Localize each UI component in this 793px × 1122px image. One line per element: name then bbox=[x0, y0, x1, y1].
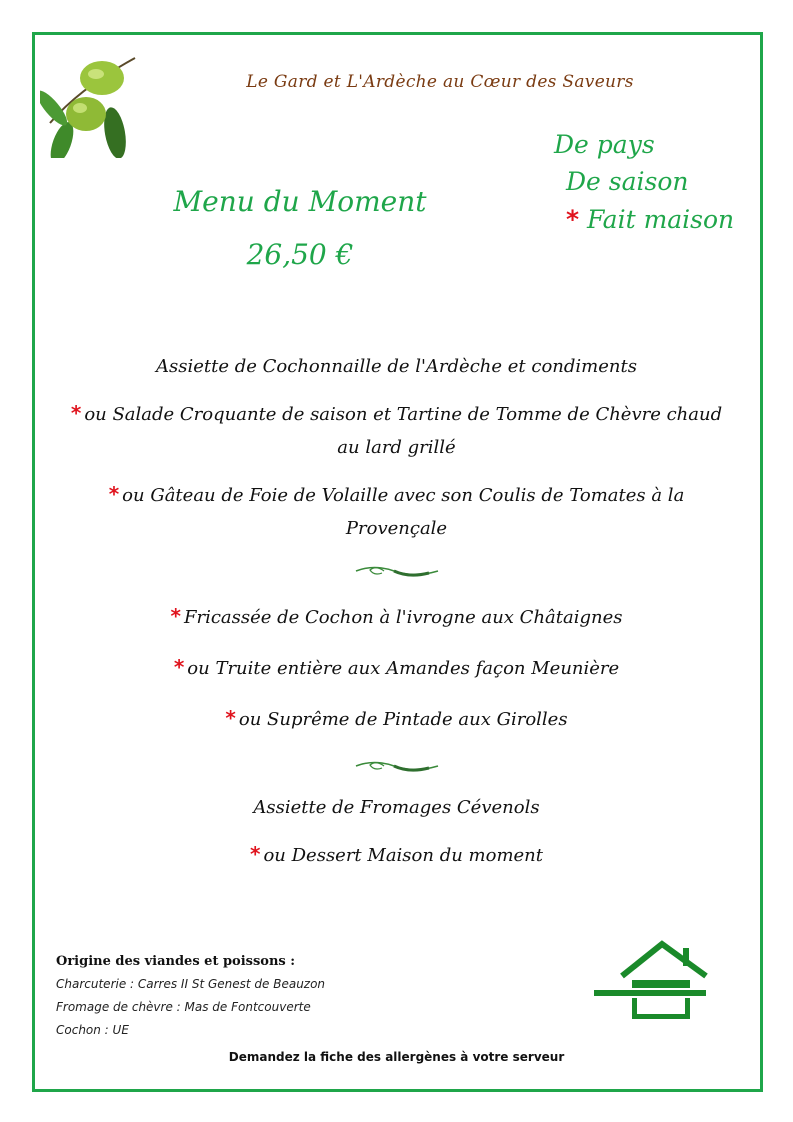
dish-text-continued: au lard grillé bbox=[337, 437, 456, 458]
dish-text-continued: Provençale bbox=[345, 518, 448, 539]
fait-maison-house-icon bbox=[590, 940, 714, 1020]
menu-price: 26,50 € bbox=[246, 238, 354, 271]
origin-line: Charcuterie : Carres II St Genest de Beauzon bbox=[56, 977, 326, 991]
flourish-divider-icon bbox=[354, 757, 440, 775]
star-marker: * bbox=[173, 655, 185, 679]
dish-plat-3 bbox=[50, 702, 743, 736]
origin-title: Origine des viandes et poissons : bbox=[56, 954, 296, 969]
dish-dessert-2 bbox=[50, 838, 743, 872]
star-marker: * bbox=[566, 205, 580, 234]
dish-entree-2 bbox=[50, 397, 743, 464]
star-marker: * bbox=[170, 604, 181, 628]
dish-text: Assiette de Cochonnaille de l'Ardèche et condiments bbox=[156, 356, 637, 377]
origin-line: Cochon : UE bbox=[56, 1023, 129, 1037]
restaurant-slogan: Le Gard et L'Ardèche au Cœur des Saveurs bbox=[246, 72, 634, 92]
dish-text: Assiette de Fromages Cévenols bbox=[253, 797, 540, 818]
dish-plat-1 bbox=[50, 600, 743, 634]
tagline-de-pays: De pays bbox=[554, 130, 655, 159]
dish-entree-1 bbox=[50, 350, 743, 383]
dish-text: ou Truite entière aux Amandes façon Meunière bbox=[187, 658, 620, 679]
dish-text: ou Salade Croquante de saison et Tartine de Tomme de Chèvre chaud bbox=[84, 404, 723, 425]
dish-plat-2 bbox=[50, 651, 743, 685]
dish-dessert-1 bbox=[50, 791, 743, 824]
tagline-fait-maison-text: Fait maison bbox=[587, 205, 735, 234]
dish-text: ou Gâteau de Foie de Volaille avec son Coulis de Tomates à la bbox=[122, 485, 685, 506]
origin-line: Fromage de chèvre : Mas de Fontcouverte bbox=[56, 1000, 311, 1014]
menu-title: Menu du Moment bbox=[173, 185, 427, 218]
star-marker: * bbox=[70, 401, 82, 425]
dish-text: ou Dessert Maison du moment bbox=[263, 845, 543, 866]
dish-text: Fricassée de Cochon à l'ivrogne aux Châtaignes bbox=[183, 607, 623, 628]
tagline-de-saison: De saison bbox=[566, 167, 689, 196]
star-marker: * bbox=[225, 706, 236, 730]
star-marker: * bbox=[108, 482, 120, 506]
dish-entree-3 bbox=[50, 478, 743, 545]
allergens-notice: Demandez la fiche des allergènes à votre serveur bbox=[228, 1050, 565, 1064]
flourish-divider-icon bbox=[354, 562, 440, 580]
olive-branch-icon bbox=[40, 48, 140, 158]
dish-text: ou Suprême de Pintade aux Girolles bbox=[238, 709, 568, 730]
star-marker: * bbox=[250, 842, 261, 866]
tagline-fait-maison bbox=[566, 205, 734, 234]
